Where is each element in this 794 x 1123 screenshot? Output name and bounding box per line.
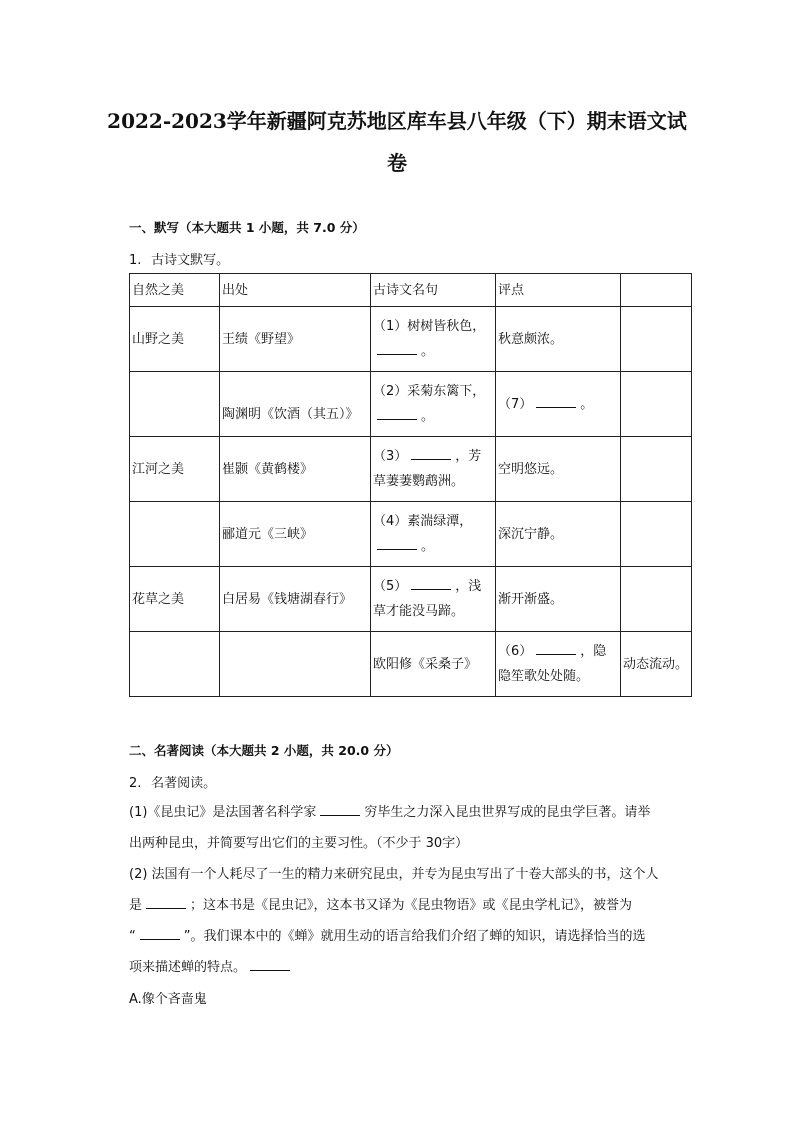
comment-cell: 空明悠远。 — [496, 437, 621, 502]
extra-cell — [621, 437, 692, 502]
comment-cell: （7） 。 — [496, 372, 621, 437]
verse-cell: （3） ，芳 草萋萋鹦鹉洲。 — [371, 437, 496, 502]
answer-blank[interactable] — [377, 535, 417, 550]
exam-title-line1: 2022-2023学年新疆阿克苏地区库车县八年级（下）期末语文试 — [107, 109, 687, 133]
extra-cell — [621, 372, 692, 437]
verse-cell: （2）采菊东篱下， 。 — [371, 372, 496, 437]
answer-blank[interactable] — [536, 640, 576, 655]
exam-title — [96, 100, 698, 184]
source-cell: 郦道元《三峡》 — [220, 502, 371, 567]
table-row — [130, 632, 692, 697]
option-a[interactable]: A.像个吝啬鬼 — [129, 992, 207, 1007]
question-2 — [129, 772, 216, 791]
question-text: 古诗文默写。 — [151, 253, 230, 268]
category-cell — [130, 372, 220, 437]
category-cell — [130, 502, 220, 567]
subquestion-1: (1)《昆虫记》是法国著名科学家 穷毕生之力深入昆虫世界写成的昆虫学巨著。请举 出两种昆虫，并简要写出它们的主要习性。（不少于 30字） — [129, 797, 695, 859]
header-cell: 自然之美 — [130, 274, 220, 307]
comment-cell: 渐开渐盛。 — [496, 567, 621, 632]
verse-cell: （5） ，浅 草才能没马蹄。 — [371, 567, 496, 632]
answer-blank[interactable] — [536, 393, 576, 408]
source-cell: 崔颢《黄鹤楼》 — [220, 437, 371, 502]
source-cell — [220, 632, 371, 697]
table-header-row — [130, 274, 692, 307]
answer-blank[interactable] — [411, 445, 451, 460]
verse-cell: （1）树树皆秋色， 。 — [371, 307, 496, 372]
answer-blank[interactable] — [140, 925, 180, 940]
section-heading-2: 二、名著阅读（本大题共 2 小题，共 20.0 分） — [129, 743, 399, 758]
table-row — [130, 437, 692, 502]
category-cell: 江河之美 — [130, 437, 220, 502]
poem-table — [129, 273, 692, 697]
table-row — [130, 307, 692, 372]
source-cell: 王绩《野望》 — [220, 307, 371, 372]
answer-blank[interactable] — [411, 575, 451, 590]
table-row — [130, 372, 692, 437]
verse-cell: 欧阳修《采桑子》 — [371, 632, 496, 697]
subquestion-2: (2) 法国有一个人耗尽了一生的精力来研究昆虫，并专为昆虫写出了十卷大部头的书，这个人 是 ；这本书是《昆虫记》，这本书又译为《昆虫物语》或《昆虫学札记》，被誉为 “ ”。我们课本中的《蝉》就用生动的语言给我们介绍了蝉的知识，请选择恰当的选 项来描述蝉的特点。 — [129, 867, 659, 975]
category-cell: 花草之美 — [130, 567, 220, 632]
comment-cell: （6） ，隐 隐笙歌处处随。 — [496, 632, 621, 697]
question-number: 2. — [129, 776, 142, 791]
extra-cell — [621, 502, 692, 567]
answer-blank[interactable] — [377, 405, 417, 420]
verse-cell: （4）素湍绿潭， 。 — [371, 502, 496, 567]
category-cell — [130, 632, 220, 697]
answer-blank[interactable] — [250, 956, 290, 971]
answer-blank[interactable] — [377, 340, 417, 355]
answer-blank[interactable] — [320, 801, 360, 816]
category-cell: 山野之美 — [130, 307, 220, 372]
table-row — [130, 502, 692, 567]
answer-blank[interactable] — [146, 894, 186, 909]
header-cell: 评点 — [496, 274, 621, 307]
question-number: 1. — [129, 253, 142, 268]
comment-cell: 秋意颇浓。 — [496, 307, 621, 372]
table-row — [130, 567, 692, 632]
header-cell — [621, 274, 692, 307]
exam-title-line2: 卷 — [387, 151, 407, 175]
comment-cell: 深沉宁静。 — [496, 502, 621, 567]
extra-cell — [621, 567, 692, 632]
header-cell: 出处 — [220, 274, 371, 307]
question-1 — [129, 249, 229, 268]
header-cell: 古诗文名句 — [371, 274, 496, 307]
extra-cell: 动态流动。 — [621, 632, 692, 697]
section-heading-1: 一、默写（本大题共 1 小题，共 7.0 分） — [129, 220, 365, 235]
question-text: 名著阅读。 — [151, 776, 217, 791]
source-cell: 白居易《钱塘湖春行》 — [220, 567, 371, 632]
source-cell: 陶渊明《饮酒（其五）》 — [220, 372, 371, 437]
extra-cell — [621, 307, 692, 372]
